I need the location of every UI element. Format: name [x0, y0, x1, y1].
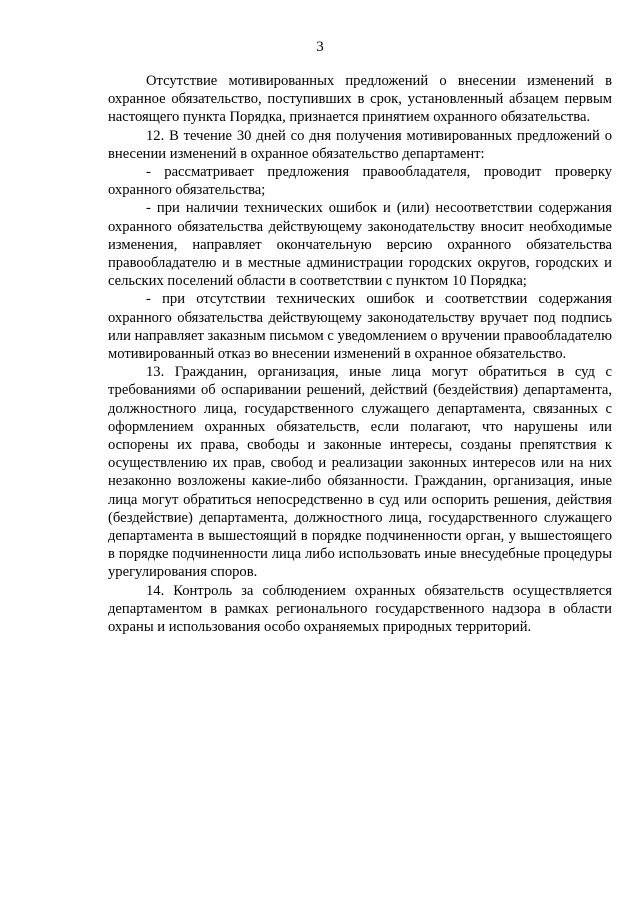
document-body: [108, 72, 612, 636]
paragraph-13: 13. Гражданин, организация, иные лица могут обратиться в суд с требованиями об оспаривании решений, действий (бездействия) департамента, должностного лица, государственного служащего департамента, связанных с оформлением охранных обязательств, если полагают, что нарушены или оспорены их права, свободы и законные интересы, созданы препятствия к осуществлению их прав, свобод и реализации законных интересов или на них незаконно возложены какие-либо обязанности. Гражданин, организация, иные лица могут обратиться непосредственно в суд или оспорить решения, действия (бездействие) департамента, должностного лица, государственного служащего департамента в вышестоящий в порядке подчиненности орган, у вышестоящего в порядке подчиненности лица либо использовать иные внесудебные процедуры урегулирования споров.: [108, 364, 612, 581]
page-number: 3: [316, 39, 324, 55]
paragraph-acceptance: Отсутствие мотивированных предложений о внесении изменений в охранное обязательство, поступивших в срок, установленный абзацем первым настоящего пункта Порядка, признается принятием охранного обязательства.: [108, 73, 612, 126]
paragraph-14: 14. Контроль за соблюдением охранных обязательств осуществляется департаментом в рамках регионального государственного надзора в области охраны и использования особо охраняемых природных территорий.: [108, 582, 612, 636]
paragraph-12: 12. В течение 30 дней со дня получения мотивированных предложений о внесении изменений в охранное обязательство департамент:: [108, 127, 612, 162]
paragraph-12-review: - рассматривает предложения правообладателя, проводит проверку охранного обязательства;: [108, 164, 612, 199]
paragraph-12-errors: - при наличии технических ошибок и (или) несоответствии содержания охранного обязательства действующему законодательству вносит необходимые изменения, направляет окончательную версию охранного обязательства правообладателю и в местные администрации городских округов, городских и сельских поселений области в соответствии с пунктом 10 Порядка;: [108, 200, 612, 290]
paragraph-12-refusal: - при отсутствии технических ошибок и соответствии содержания охранного обязательства действующему законодательству вручает под подпись или направляет заказным письмом с уведомлением о вручении правообладателю мотивированный отказ во внесении изменений в охранное обязательство.: [108, 291, 612, 363]
